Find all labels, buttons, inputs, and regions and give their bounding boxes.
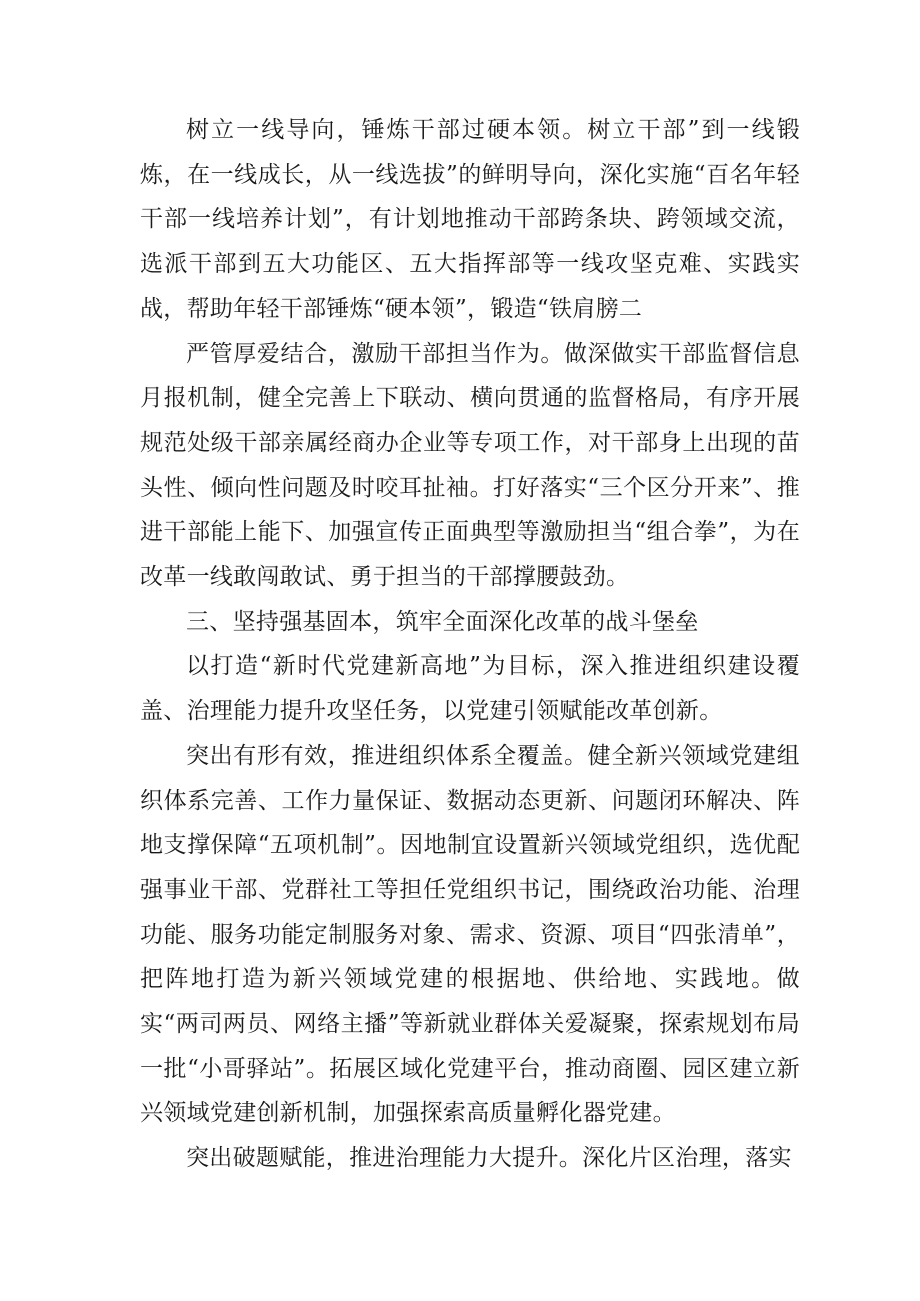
- section-heading-3: 三、坚持强基固本，筑牢全面深化改革的战斗堡垒: [186, 608, 699, 635]
- paragraph-3: 以打造“新时代党建新高地”为目标，深入推进组织建设覆盖、治理能力提升攻坚任务，以党建引领赋能改革创新。: [140, 653, 800, 725]
- paragraph-5: 突出破题赋能，推进治理能力大提升。深化片区治理，落实: [186, 1145, 792, 1172]
- document-body: [140, 108, 800, 1181]
- paragraph-2: 严管厚爱结合，激励干部担当作为。做深做实干部监督信息月报机制，健全完善上下联动、横向贯通的监督格局，有序开展规范处级干部亲属经商办企业等专项工作，对干部身上出现的苗头性、倾向性问题及时咬耳扯袖。打好落实“三个区分开来”、推进干部能上能下、加强宣传正面典型等激励担当“组合拳”，为在改革一线敢闯敢试、勇于担当的干部撑腰鼓劲。: [140, 340, 800, 591]
- paragraph-1: 树立一线导向，锤炼干部过硬本领。树立干部”到一线锻炼，在一线成长，从一线选拔”的鲜明导向，深化实施“百名年轻干部一线培养计划”，有计划地推动干部跨条块、跨领域交流，选派干部到五大功能区、五大指挥部等一线攻坚克难、实践实战，帮助年轻干部锤炼“硬本领”，锻造“铁肩膀二: [140, 117, 800, 322]
- paragraph-4: 突出有形有效，推进组织体系全覆盖。健全新兴领域党建组织体系完善、工作力量保证、数据动态更新、问题闭环解决、阵地支撑保障“五项机制”。因地制宜设置新兴领域党组织，选优配强事业干部、党群社工等担任党组织书记，围绕政治功能、治理功能、服务功能定制服务对象、需求、资源、项目“四张清单”，把阵地打造为新兴领域党建的根据地、供给地、实践地。做实“两司两员、网络主播”等新就业群体关爱凝聚，探索规划布局一批“小哥驿站”。拓展区域化党建平台，推动商圈、园区建立新兴领域党建创新机制，加强探索高质量孵化器党建。: [140, 742, 800, 1127]
